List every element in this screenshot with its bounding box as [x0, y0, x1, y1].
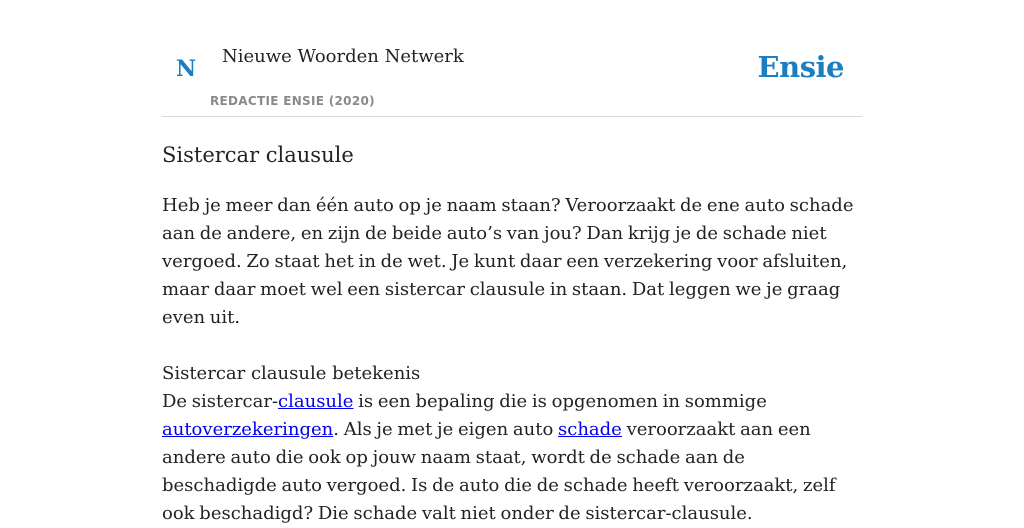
definition-text-2: is een bepaling die is opgenomen in sommige [353, 391, 767, 412]
definition-text-4: veroorzaakt aan een andere auto die ook op jouw naam staat, wordt de schade aan de beschadigde auto vergoed. Is de auto die de schade heeft veroorzaakt, zelf ook beschadigd? Die schade valt niet onder de sistercar-clausule. [162, 419, 836, 524]
brand-logo[interactable]: Ensie [757, 50, 844, 84]
page-header [162, 0, 862, 117]
link-schade[interactable]: schade [558, 419, 622, 440]
definition-text-1: De sistercar- [162, 391, 279, 412]
section-heading: Sistercar clausule betekenis [162, 363, 421, 384]
definition-text-3: . Als je met je eigen auto [333, 419, 559, 440]
site-logo[interactable]: N [176, 56, 197, 82]
link-clausule[interactable]: clausule [278, 391, 354, 412]
site-title[interactable]: Nieuwe Woorden Netwerk [222, 46, 464, 67]
link-autoverzekeringen[interactable]: autoverzekeringen [162, 419, 334, 440]
definition-paragraph [162, 388, 862, 528]
article-title: Sistercar clausule [162, 143, 354, 167]
article-content [162, 140, 862, 528]
intro-paragraph: Heb je meer dan één auto op je naam staan? Veroorzaakt de ene auto schade aan de andere, en zijn de beide auto’s van jou? Dan krijg je de schade niet vergoed. Zo staat het in de wet. Je kunt daar een verzekering voor afsluiten, maar daar moet wel een sistercar clausule in staan. Dat leggen we je graag even uit. [162, 195, 854, 328]
author-byline: REDACTIE ENSIE (2020) [210, 94, 375, 108]
